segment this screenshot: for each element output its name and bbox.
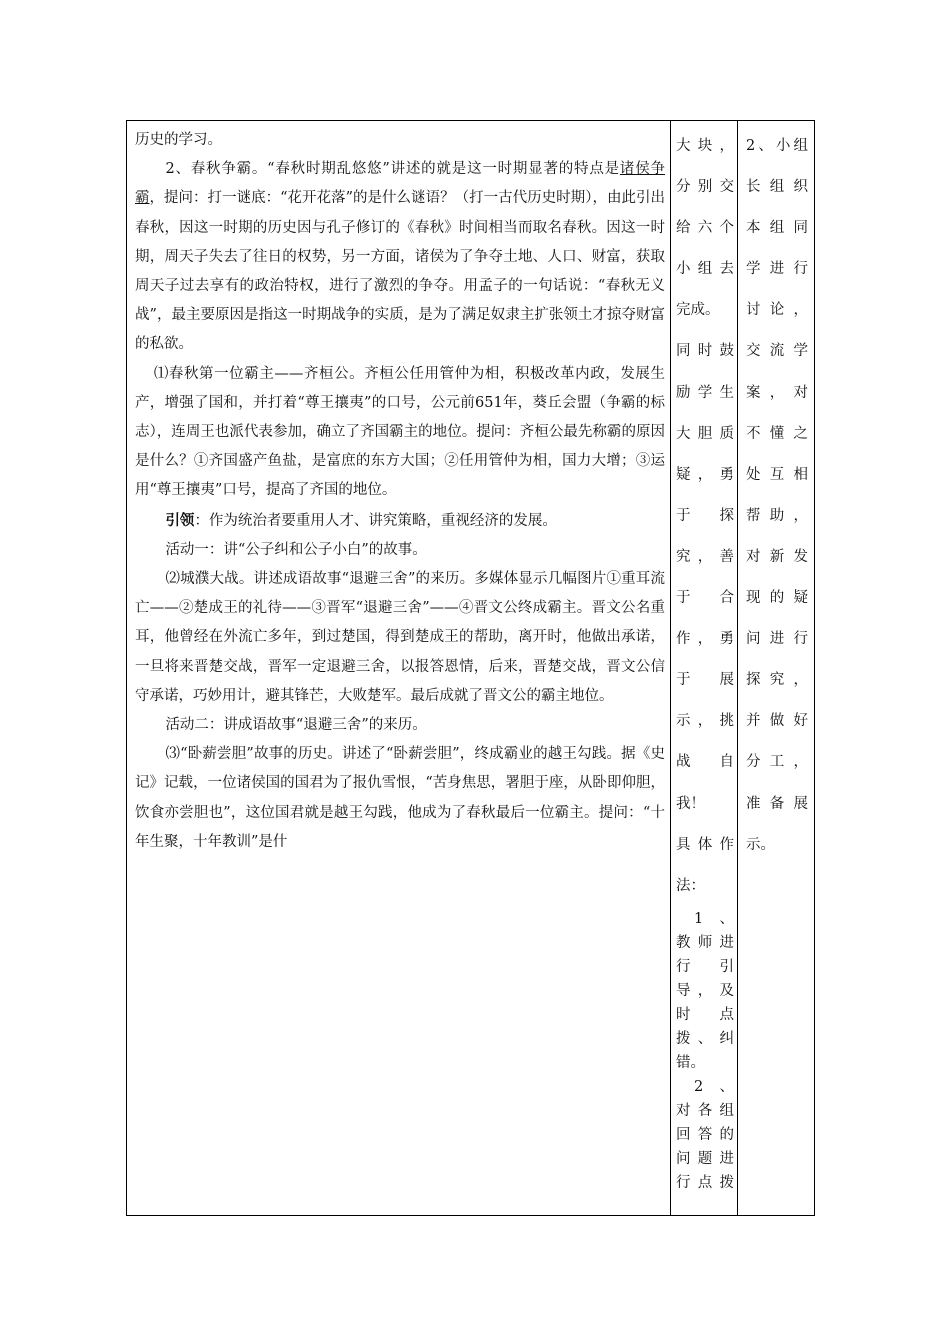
mid-line: 战 自 [676, 754, 734, 771]
right-line: 案，对 [746, 384, 808, 401]
mid-line: 于 展 [676, 672, 734, 689]
mid-line: 大胆质 [676, 425, 734, 442]
text-span: ，提问：打一谜底：“花开花落”的是什么谜语？（打一古代历史时期），由此引出春秋，因这一时期的历史因与孔子修订的《春秋》时间相当而取名春秋。因这一时期，周天子失去了往日的权势，另一方面，诸侯为了争夺土地、人口、财富，获取周天子过去享有的政治特权，进行了激烈的争夺。用孟子的一句话说：“春秋无义战”，最主要原因是指这一时期战争的实质，是为了满足奴隶主扩张领土才掠夺财富的私欲。 [135, 190, 665, 353]
mid-line: 2 、 [694, 1078, 734, 1095]
mid-line: 对各组 [676, 1102, 734, 1119]
mid-line: 时 点 [676, 1006, 734, 1023]
underlined-term: 诸侯争霸 [135, 161, 665, 207]
right-line: 处互相 [746, 466, 808, 483]
right-line: 本组同 [746, 220, 808, 237]
student-activity-text [746, 126, 808, 866]
right-line: 不懂之 [746, 425, 808, 442]
mid-line: 错。 [676, 1054, 705, 1071]
mid-line: 教师进 [676, 934, 734, 951]
paragraph-activity-2: 活动二：讲成语故事“退避三舍”的来历。 [165, 717, 427, 734]
paragraph-chengpu: ⑵城濮大战。讲述成语故事“退避三舍”的来历。多媒体显示几幅图片①重耳流亡——②楚成王的礼待——③晋军“退避三舍”——④晋文公终成霸主。晋文公名重耳，他曾经在外流亡多年，到过楚国，得到楚成王的帮助，离开时，他做出承诺，一旦将来晋楚交战，晋军一定退避三舍，以报答恩情，后来，晋楚交战，晋文公信守承诺，巧妙用计，避其锋芒，大败楚军。最后成就了晋文公的霸主地位。 [135, 571, 665, 704]
text-span: 2、春秋争霸。“春秋时期乱悠悠”讲述的就是这一时期显著的特点是 [165, 161, 620, 178]
right-line: 分工， [746, 754, 808, 771]
paragraph-guide [135, 506, 665, 536]
lesson-plan-table [126, 120, 815, 1216]
mid-line: 我！ [676, 795, 705, 812]
right-line: 对新发 [746, 548, 808, 565]
mid-line: 1 、 [694, 910, 734, 927]
right-line: 准备展 [746, 795, 808, 812]
teacher-method-column [671, 121, 738, 1215]
right-line: 示。 [746, 836, 775, 853]
mid-line: 拨、纠 [676, 1030, 734, 1047]
mid-line: 法： [676, 877, 705, 894]
mid-line: 具体作 [676, 836, 734, 853]
mid-line: 于 合 [676, 590, 734, 607]
right-line: 2、小组 [746, 138, 808, 154]
paragraph-activity-1: 活动一：讲“公子纠和公子小白”的故事。 [165, 541, 427, 558]
right-line: 交流学 [746, 343, 808, 360]
right-line: 探究， [746, 672, 808, 689]
paragraph-spring-autumn [135, 155, 665, 359]
paragraph-woxin: ⑶“卧薪尝胆”故事的历史。讲述了“卧薪尝胆”，终成霸业的越王勾践。据《史记》记载，一位诸侯国的国君为了报仇雪恨，“苦身焦思，署胆于座，从卧即仰胆，饮食亦尝胆也”，这位国君就是越王勾践，他成为了春秋最后一位霸主。提问：“十年生聚，十年教训”是什 [135, 746, 665, 850]
right-line: 现的疑 [746, 590, 808, 607]
right-line: 学进行 [746, 261, 808, 278]
guide-text: ：作为统治者要重用人才、讲究策略，重视经济的发展。 [194, 512, 557, 529]
mid-line: 作，勇 [676, 631, 734, 648]
mid-line: 究，善 [676, 548, 734, 565]
mid-line: 于 探 [676, 507, 734, 524]
guide-label: 引领 [165, 511, 195, 529]
mid-line: 完成。 [676, 302, 720, 319]
mid-line: 示，挑 [676, 713, 734, 730]
mid-line: 分别交 [676, 179, 734, 196]
right-line: 问进行 [746, 631, 808, 648]
student-activity-column [738, 121, 815, 1215]
mid-line: 行 引 [676, 958, 734, 975]
mid-line: 行点拨 [676, 1174, 734, 1191]
mid-line: 导，及 [676, 982, 734, 999]
teaching-content-column [127, 121, 671, 1215]
teaching-content-text [135, 126, 665, 857]
right-line: 讨论， [746, 302, 808, 319]
mid-line: 同时鼓 [676, 343, 734, 360]
right-line: 帮助， [746, 507, 808, 524]
mid-line: 给六个 [676, 220, 734, 237]
right-line: 长组织 [746, 179, 808, 196]
mid-line: 励学生 [676, 384, 734, 401]
mid-line: 回答的 [676, 1126, 734, 1143]
teacher-method-text [676, 126, 734, 1195]
paragraph-qi-huan-gong: ⑴春秋第一位霸主——齐桓公。齐桓公任用管仲为相，积极改革内政，发展生产，增强了国和，并打着“尊王攘夷”的口号，公元前651年，葵丘会盟（争霸的标志），连周王也派代表参加，确立了齐国霸主的地位。提问：齐桓公最先称霸的原因是什么？①齐国盛产鱼盐，是富庶的东方大国；②任用管仲为相，国力大增；③运用“尊王攘夷”口号，提高了齐国的地位。 [135, 365, 665, 499]
mid-line: 小组去 [676, 261, 734, 278]
mid-line: 问题进 [676, 1150, 734, 1167]
mid-line: 疑，勇 [676, 466, 734, 483]
right-line: 并做好 [746, 713, 808, 730]
mid-method-steps [676, 907, 734, 1195]
mid-line: 大块， [676, 138, 734, 154]
paragraph-0: 历史的学习。 [135, 132, 222, 148]
